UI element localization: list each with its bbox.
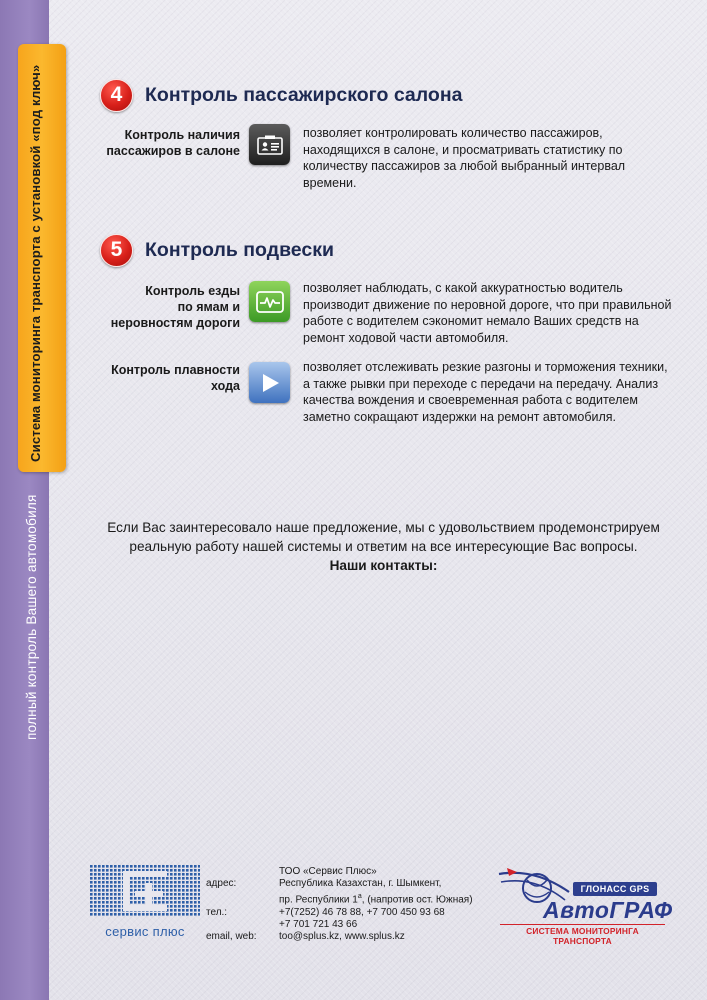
contact-prompt: Если Вас заинтересовало наше предложение, мы с удовольствием продемонстрируем реальную работу нашей системы и ответим на все интересующие Вас вопросы. Наши контакты: [60,518,707,575]
phone-label: тел.: [206,906,228,918]
side-purple-caption: полный контроль Вашего автомобиля [24,494,39,740]
feature-label: Контроль наличия пассажиров в салоне [106,128,240,158]
logo-caption: сервис плюс [105,924,185,939]
feature-label: Контроль плавности хода [111,363,240,393]
brand-name: АвтоГРАФ [543,897,673,923]
avtograf-logo [495,860,675,946]
glonass-gps-badge: ГЛОНАСС GPS [573,882,657,896]
contacts-heading: Наши контакты: [329,558,438,573]
contact-block [206,866,499,944]
brand-subtitle: СИСТЕМА МОНИТОРИНГА ТРАНСПОРТА [500,924,665,946]
phone-line-1: +7(7252) 46 78 88, +7 700 450 93 68 [279,906,445,918]
play-icon [249,362,290,403]
section-number-badge: 5 [100,234,133,267]
section-title: Контроль пассажирского салона [145,83,463,106]
section-title: Контроль подвески [145,238,334,261]
address-line-1: Республика Казахстан, г. Шымкент, [279,878,442,890]
section-4-heading [100,78,462,112]
servis-plus-logo [90,865,200,939]
web-label: email, web: [206,931,257,943]
feature-description: позволяет наблюдать, с какой аккуратностью водитель производит движение по неровной дороге, что при правильной работе с водителем сэкономит немало Ваших средств на ремонт ходовой части автомобиля. [303,281,672,345]
feature-description: позволяет отслеживать резкие разгоны и торможения техники, а также рывки при переходе с передачи на передачу. Анализ качества вождения и своевременная работа с водителем заметно сокращают издержки на ремонт автомобиля. [303,360,668,424]
section-number-badge: 4 [100,79,133,112]
servis-plus-logo-mark [90,865,200,917]
phone-line-2: +7 701 721 43 66 [279,918,358,930]
address-line-2: пр. Республики $1^а$, (напротив ост. Южная) [279,892,473,906]
company-name: ТОО «Сервис Плюс» [279,866,377,877]
suspension-graph-icon [249,281,290,322]
feature-description: позволяет контролировать количество пассажиров, находящихся в салоне, и просматривать статистику по количеству пассажиров за любой выбранный интервал времени. [303,126,626,190]
web-value[interactable]: too@splus.kz, www.splus.kz [279,931,405,943]
passenger-card-icon [249,124,290,165]
side-orange-caption: Система мониторинга транспорта с установкой «под ключ» [28,64,43,462]
feature-label: Контроль езды по ямам и неровностям дороги [110,284,240,330]
section-5-heading [100,233,334,267]
address-label: адрес: [206,878,237,890]
